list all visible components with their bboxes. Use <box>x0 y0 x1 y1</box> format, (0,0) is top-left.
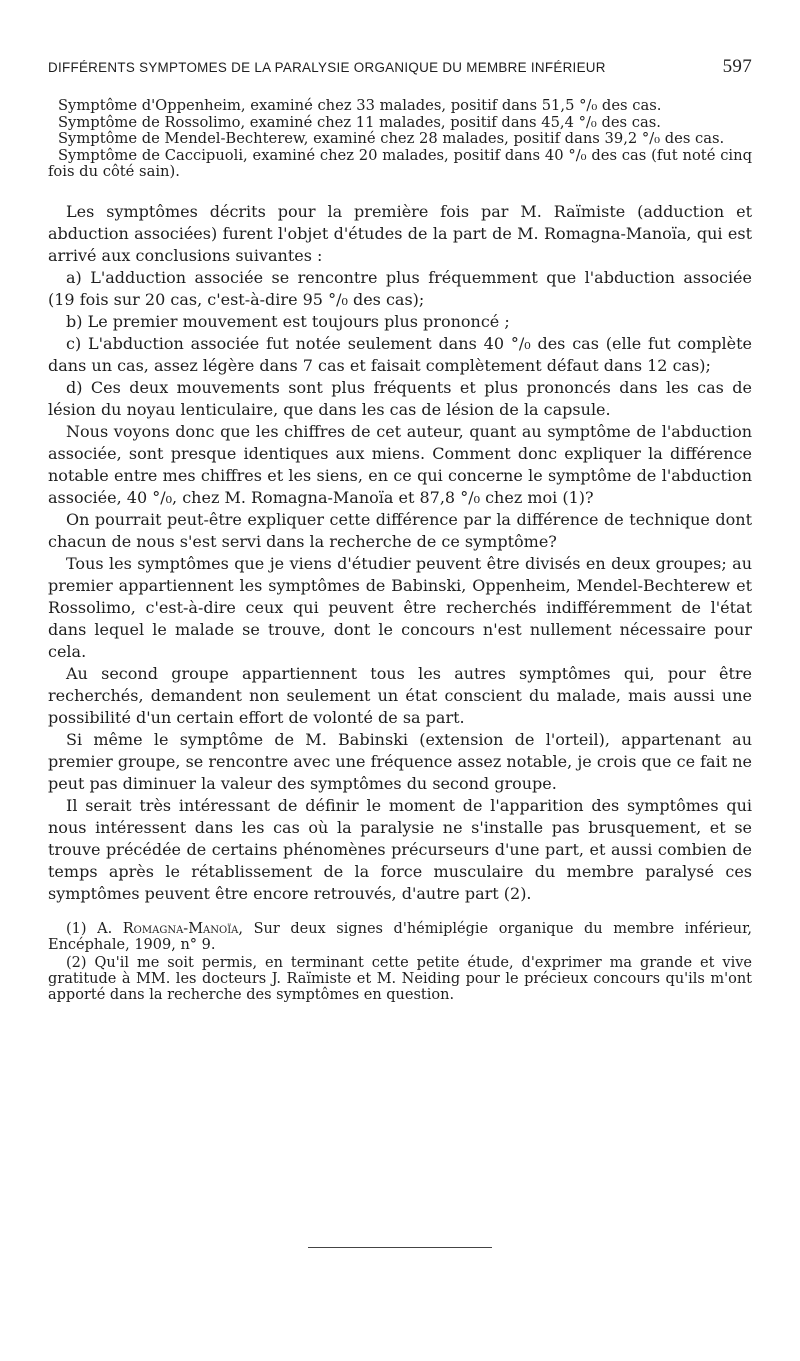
body-text <box>48 201 752 905</box>
paragraph: a) L'adduction associée se rencontre plus fréquemment que l'abduction associée (19 fois sur 20 cas, c'est-à-dire 95 °/₀ des cas); <box>48 267 752 309</box>
paragraph: Il serait très intéressant de définir le moment de l'apparition des symptômes qui nous intéressent dans les cas où la paralysie ne s'installe pas brusquement, et se trouve précédée de certains phénomènes précurseurs d'une part, et aussi combien de temps après le rétablissement de la force musculaire du membre paralysé ces symptômes peuvent être encore retrouvés, d'autre part (2). <box>48 795 752 903</box>
stat-mendel-bechterew: Symptôme de Mendel-Bechterew, examiné chez 28 malades, positif dans 39,2 °/₀ des cas. <box>58 130 725 147</box>
stat-rossolimo: Symptôme de Rossolimo, examiné chez 11 malades, positif dans 45,4 °/₀ des cas. <box>58 113 661 131</box>
footnote-1-author: Romagna-Manoïa <box>122 920 239 937</box>
footer-rule <box>308 1247 492 1248</box>
running-header <box>48 56 752 78</box>
footnote-1-text: , Sur deux signes d'hémiplégie organique du membre inférieur, Encéphale, 1909, n° 9. <box>48 920 753 953</box>
paragraph: Les symptômes décrits pour la première fois par M. Raïmiste (adduction et abduction associées) furent l'objet d'études de la part de M. Romagna-Manoïa, qui est arrivé aux conclusions suivantes : <box>48 201 752 265</box>
paragraph: On pourrait peut-être expliquer cette différence par la différence de technique dont chacun de nous s'est servi dans la recherche de ce symptôme? <box>48 509 752 551</box>
paragraph: Au second groupe appartiennent tous les autres symptômes qui, pour être recherchés, demandent non seulement un état conscient du malade, mais aussi une possibilité d'un certain effort de volonté de sa part. <box>48 663 752 727</box>
paragraph: Si même le symptôme de M. Babinski (extension de l'orteil), appartenant au premier groupe, se rencontre avec une fréquence assez notable, je crois que ce fait ne peut pas diminuer la valeur des symptômes du second groupe. <box>48 729 752 793</box>
paragraph: c) L'abduction associée fut notée seulement dans 40 °/₀ des cas (elle fut complète dans un cas, assez légère dans 7 cas et faisait complètement défaut dans 12 cas); <box>48 333 752 375</box>
footnote-1-marker: (1) A. <box>66 920 113 937</box>
running-title: DIFFÉRENTS SYMPTOMES DE LA PARALYSIE ORGANIQUE DU MEMBRE INFÉRIEUR <box>48 60 606 75</box>
page-number: 597 <box>722 56 752 77</box>
paragraph: d) Ces deux mouvements sont plus fréquents et plus prononcés dans les cas de lésion du noyau lenticulaire, que dans les cas de lésion de la capsule. <box>48 377 752 419</box>
statistics-list <box>48 98 752 181</box>
paragraph: Tous les symptômes que je viens d'étudier peuvent être divisés en deux groupes; au premier appartiennent les symptômes de Babinski, Oppenheim, Mendel-Bechterew et Rossolimo, c'est-à-dire ceux qui peuvent être recherchés indifféremment de l'état dans lequel le malade se trouve, dont le concours n'est nullement nécessaire pour cela. <box>48 553 752 661</box>
stat-oppenheim: Symptôme d'Oppenheim, examiné chez 33 malades, positif dans 51,5 °/₀ des cas. <box>58 97 662 114</box>
footnotes <box>48 921 752 1003</box>
stat-caccipuoli: Symptôme de Caccipuoli, examiné chez 20 malades, positif dans 40 °/₀ des cas (fut noté cinq fois du côté sain). <box>48 146 752 180</box>
footnote-2: (2) Qu'il me soit permis, en terminant cette petite étude, d'exprimer ma grande et vive gratitude à MM. les docteurs J. Raïmiste et M. Neiding pour le précieux concours qu'ils m'ont apporté dans la recherche des symptômes en question. <box>48 954 752 1003</box>
paragraph: Nous voyons donc que les chiffres de cet auteur, quant au symptôme de l'abduction associée, sont presque identiques aux miens. Comment donc expliquer la différence notable entre mes chiffres et les siens, en ce qui concerne le symptôme de l'abduction associée, 40 °/₀, chez M. Romagna-Manoïa et 87,8 °/₀ chez moi (1)? <box>48 421 752 507</box>
footnote-1 <box>48 921 752 953</box>
paragraph: b) Le premier mouvement est toujours plus prononcé ; <box>66 311 510 331</box>
page <box>48 56 752 1005</box>
